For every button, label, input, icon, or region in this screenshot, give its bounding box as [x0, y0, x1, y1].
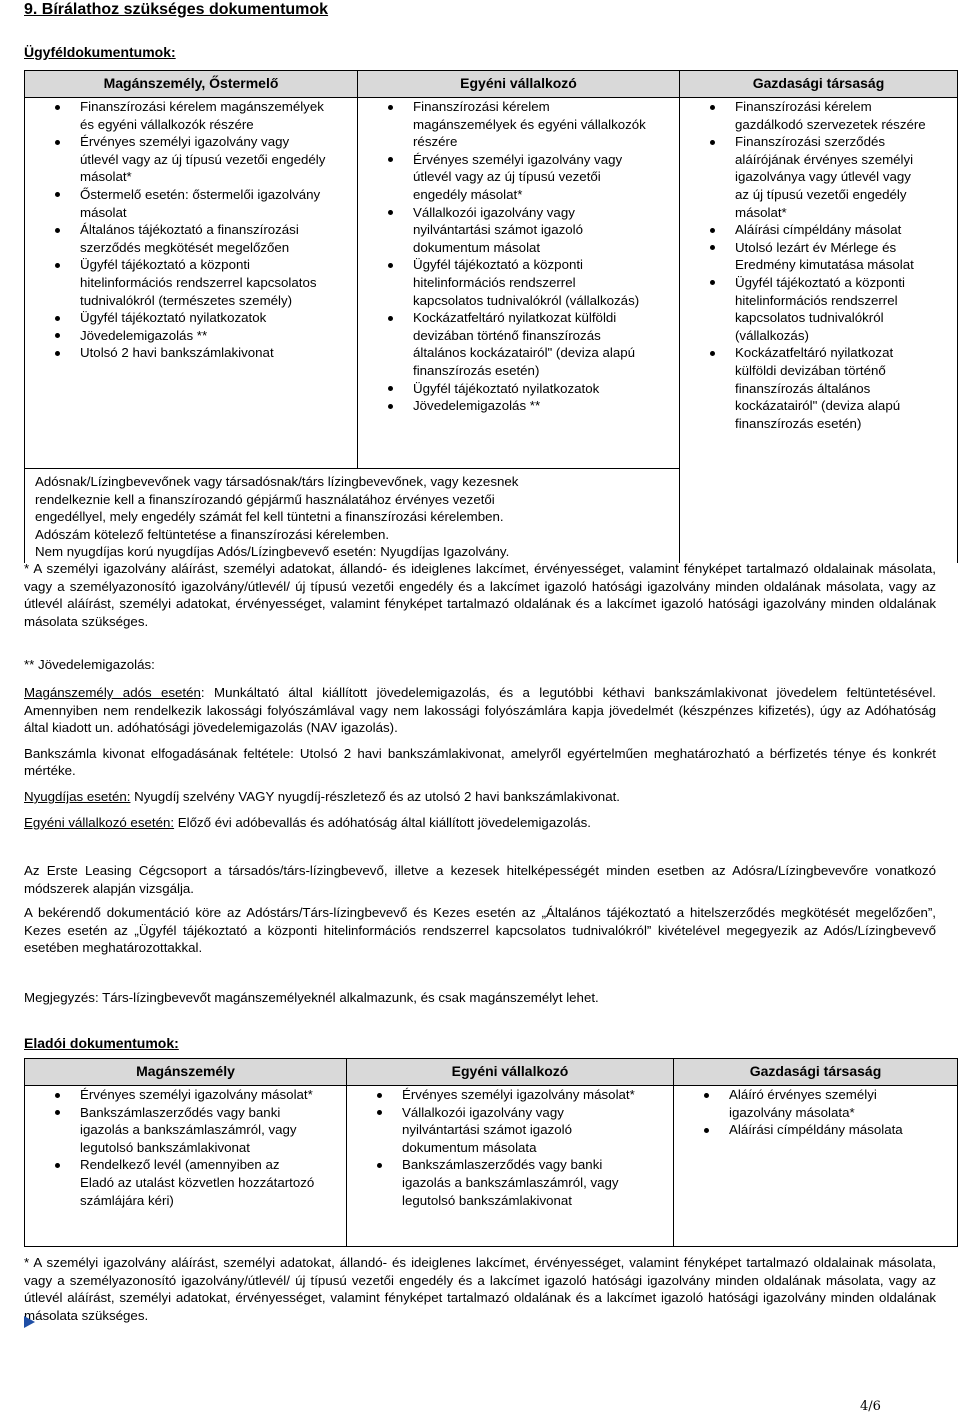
- list-item: Bankszámlaszerződés vagy banki igazolás a bankszámlaszámról, vagy legutolsó bankszámlakivonat: [347, 1156, 643, 1209]
- income-private-label: Magánszemély adós esetén: [24, 685, 201, 700]
- list-item: Érvényes személyi igazolvány másolat*: [25, 1086, 316, 1104]
- income-pensioner-label: Nyugdíjas esetén:: [24, 788, 131, 804]
- erste-paragraph: [24, 862, 936, 897]
- income-private-text: : Munkáltató által kiállított jövedelemigazolás, és a legutóbbi kéthavi bankszámlakivonat jövedelem feltüntetésével. Amennyiben nem rendelkezik lakossági folyószámlával vagy nem lakossági folyószámlára kapja jövedelmét (készpénzes kifizetés), úgy az Adóhatóság által kiadott un. adóhatósági jövedelemigazolás (NAV igazolás).: [24, 685, 936, 736]
- seller-col-1: [25, 1086, 347, 1247]
- list-item: Utolsó 2 havi bankszámlakivonat: [25, 344, 327, 362]
- income-entrepreneur: [24, 814, 936, 832]
- list-item: Érvényes személyi igazolvány vagy útlevél vagy az új típusú vezetői engedély másolat*: [358, 151, 649, 204]
- bekerendo-paragraph: [24, 904, 936, 957]
- megjegyzes-paragraph: Megjegyzés: Társ-lízingbevevőt magánszemélyeknél alkalmazunk, és csak magánszemélyt lehet.: [24, 990, 599, 1005]
- arrow-marker-icon: [24, 1316, 35, 1328]
- income-entrepreneur-label: Egyéni vállalkozó esetén:: [24, 814, 175, 830]
- col-header-egyeni: Egyéni vállalkozó: [358, 71, 680, 98]
- income-pensioner-text: Nyugdíj szelvény VAGY nyugdíj-részletező és az utolsó 2 havi bankszámlakivonat.: [130, 788, 620, 804]
- list-item: Bankszámlaszerződés vagy banki igazolás a bankszámlaszámról, vagy legutolsó bankszámlakivonat: [25, 1104, 316, 1157]
- page-number: 4/6: [860, 1399, 881, 1414]
- list-item: Őstermelő esetén: őstermelői igazolvány másolat: [25, 186, 327, 221]
- list-item: Finanszírozási kérelem magánszemélyek és egyéni vállalkozók részére: [25, 98, 327, 133]
- list-item: Finanszírozási kérelem magánszemélyek és egyéni vállalkozók részére: [358, 98, 649, 151]
- list-item: Finanszírozási szerződés aláírójának érvényes személyi igazolványa vagy útlevél vagy az új típusú vezetői engedély másolat*: [680, 133, 927, 221]
- star-note-2: [24, 1254, 936, 1324]
- income-private: [24, 684, 936, 737]
- col-header-gazdasagi: Gazdasági társaság: [680, 71, 958, 98]
- section-title: 9. Bírálathoz szükséges dokumentumok: [24, 1, 329, 18]
- list-item: Ügyfél tájékoztató a központi hitelinformációs rendszerrel kapcsolatos tudnivalókról (vállalkozás): [358, 256, 649, 309]
- list-item: Érvényes személyi igazolvány vagy útlevél vagy az új típusú vezetői engedély másolat*: [25, 133, 327, 186]
- list-item: Ügyfél tájékoztató a központi hitelinformációs rendszerrel kapcsolatos tudnivalókról (természetes személy): [25, 256, 327, 309]
- star-note: [24, 560, 936, 630]
- note-line: rendelkeznie kell a finanszírozandó gépjármű használatához érvényes vezetői: [35, 491, 495, 507]
- list-item: Utolsó lezárt év Mérlege és Eredmény kimutatása másolat: [680, 239, 927, 274]
- client-col-1: [25, 98, 358, 469]
- list-item: Aláírási címpéldány másolat: [680, 221, 927, 239]
- seller-col-2: [347, 1086, 674, 1247]
- list-item: Jövedelemigazolás **: [358, 397, 649, 415]
- note-line: Nem nyugdíjas korú nyugdíjas Adós/Lízingbevevő esetén: Nyugdíjas Igazolvány.: [35, 544, 510, 560]
- income-pensioner: [24, 788, 936, 806]
- income-heading: ** Jövedelemigazolás:: [24, 657, 155, 672]
- client-docs-table: [24, 70, 958, 563]
- list-item: Általános tájékoztató a finanszírozási szerződés megkötését megelőzően: [25, 221, 327, 256]
- col-header-maganszemely: Magánszemély, Őstermelő: [25, 71, 358, 98]
- list-item: Vállalkozói igazolvány vagy nyilvántartási számot igazoló dokumentum másolat: [358, 204, 649, 257]
- client-col-3: [680, 98, 958, 564]
- note-line: engedéllyel, mely engedély számát fel kell tüntetni a finanszírozási kérelemben.: [35, 509, 504, 525]
- list-item: Aláíró érvényes személyi igazolvány másolata*: [674, 1086, 927, 1121]
- income-bank-statement: Bankszámla kivonat elfogadásának feltétele: Utolsó 2 havi bankszámlakivonat, amelyről egyértelműen meghatározható a bérfizetés ténye és konkrét mértéke.: [24, 745, 936, 779]
- seller-docs-table: [24, 1058, 958, 1247]
- client-col-2: [358, 98, 680, 469]
- client-docs-heading: Ügyféldokumentumok:: [24, 44, 176, 60]
- list-item: Ügyfél tájékoztató nyilatkozatok: [25, 309, 327, 327]
- list-item: Jövedelemigazolás **: [25, 327, 327, 345]
- erste-paragraph-text: Az Erste Leasing Cégcsoport a társadós/társ-lízingbevevő, illetve a kezesek hitelképességét minden esetben az Adósra/Lízingbevevőre vonatkozó módszerek alapján vizsgálja.: [24, 863, 936, 896]
- income-section: [24, 684, 936, 831]
- seller-col-header-egyeni: Egyéni vállalkozó: [347, 1059, 674, 1086]
- list-item: Aláírási címpéldány másolata: [674, 1121, 927, 1139]
- list-item: Érvényes személyi igazolvány másolat*: [347, 1086, 643, 1104]
- income-entrepreneur-text: Előző évi adóbevallás és adóhatóság által kiállított jövedelemigazolás.: [174, 814, 591, 830]
- star-note-2-text: * A személyi igazolvány aláírást, személyi adatokat, állandó- és ideiglenes lakcímet, érvényességet, valamint fényképet tartalmazó oldalainak másolata, vagy a személyazonosító igazolvány/útlevél/ új típusú vezetői engedély és a lakcímet igazoló hatósági igazolvány minden oldalának másolata, vagy az útlevél aláírást, személyi adatokat, érvényességet, valamint fényképet tartalmazó oldalának és a lakcímet igazoló hatósági igazolvány minden oldalának másolata szükséges.: [24, 1255, 936, 1323]
- star-note-text: * A személyi igazolvány aláírást, személyi adatokat, állandó- és ideiglenes lakcímet, érvényességet, valamint fényképet tartalmazó oldalainak másolata, vagy a személyazonosító igazolvány/útlevél/ új típusú vezetői engedély és a lakcímet igazoló hatósági igazolvány minden oldalának másolata, vagy az útlevél aláírást, személyi adatokat, érvényességet, valamint fényképet tartalmazó oldalának és a lakcímet igazoló hatósági igazolvány minden oldalának másolata szükséges.: [24, 561, 936, 629]
- seller-col-header-gazdasagi: Gazdasági társaság: [674, 1059, 958, 1086]
- list-item: Finanszírozási kérelem gazdálkodó szervezetek részére: [680, 98, 927, 133]
- seller-col-3: [674, 1086, 958, 1247]
- list-item: Kockázatfeltáró nyilatkozat külföldi devizában történő finanszírozás általános kockázatairól" (deviza alapú finanszírozás esetén): [358, 309, 649, 379]
- list-item: Rendelkező levél (amennyiben az Eladó az utalást közvetlen hozzátartozó számlájára kéri): [25, 1156, 316, 1209]
- note-line: Adósnak/Lízingbevevőnek vagy társadósnak/társ lízingbevevőnek, vagy kezesnek: [35, 474, 519, 489]
- bekerendo-paragraph-text: A bekérendő dokumentáció köre az Adóstárs/Társ-lízingbevevő és Kezes esetén az „Általános tájékoztató a hitelszerződés megkötését megelőzően”, Kezes esetén az „Ügyfél tájékoztató a központi hitelinformációs rendszerrel kapcsolatos tudnivalókról” kivételével megegyezik az Adós/Lízingbevevő esetében meghatározottakkal.: [24, 905, 936, 956]
- list-item: Vállalkozói igazolvány vagy nyilvántartási számot igazoló dokumentum másolata: [347, 1104, 643, 1157]
- list-item: Kockázatfeltáró nyilatkozat külföldi devizában történő finanszírozás általános kockázatairól" (deviza alapú finanszírozás esetén): [680, 344, 927, 432]
- note-line: Adószám kötelező feltüntetése a finanszírozási kérelemben.: [35, 526, 390, 542]
- client-note-box: [25, 469, 680, 564]
- list-item: Ügyfél tájékoztató a központi hitelinformációs rendszerrel kapcsolatos tudnivalókról (vállalkozás): [680, 274, 927, 344]
- seller-docs-heading: Eladói dokumentumok:: [24, 1035, 179, 1051]
- list-item: Ügyfél tájékoztató nyilatkozatok: [358, 380, 649, 398]
- seller-col-header-maganszemely: Magánszemély: [25, 1059, 347, 1086]
